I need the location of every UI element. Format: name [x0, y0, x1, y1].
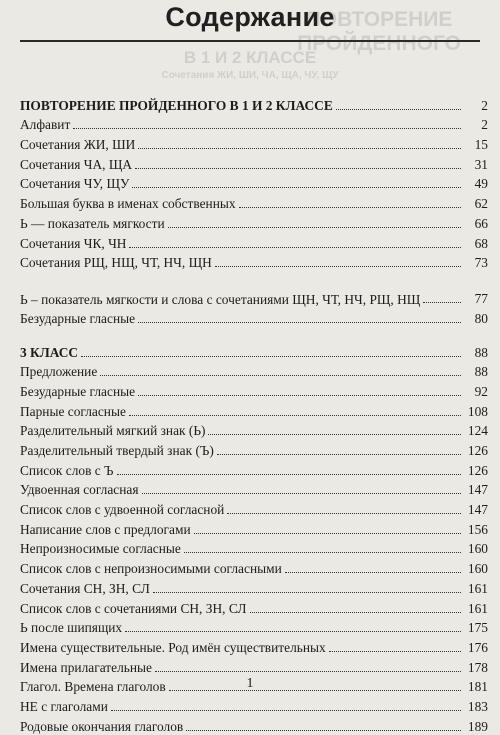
- dot-leader: [186, 730, 461, 731]
- dot-leader: [153, 592, 461, 593]
- toc-entry-page: 147: [467, 502, 488, 518]
- toc-entry-title: Ь после шипящих: [20, 620, 123, 636]
- toc-entry-page: 68: [474, 235, 488, 251]
- dot-leader: [336, 109, 461, 110]
- dot-leader: [155, 671, 461, 672]
- toc-entry-title: Большая буква в именах собственных: [20, 196, 236, 212]
- toc-entry[interactable]: [20, 153, 488, 173]
- dot-leader: [239, 207, 461, 208]
- toc-entry[interactable]: [20, 577, 488, 597]
- toc-entry[interactable]: [20, 133, 488, 153]
- toc-entry-page: 124: [467, 423, 488, 439]
- dot-leader: [142, 493, 461, 494]
- toc-entry-title: Непроизносимые согласные: [20, 541, 181, 557]
- toc-entry[interactable]: [20, 617, 488, 637]
- toc-entry[interactable]: [20, 479, 488, 499]
- dot-leader: [125, 631, 461, 632]
- toc-entry-page: 161: [467, 600, 488, 616]
- toc-entry[interactable]: [20, 498, 488, 518]
- toc-entry-title: Алфавит: [20, 117, 71, 133]
- toc-entry[interactable]: [20, 538, 488, 558]
- toc-entry-page: 189: [467, 718, 488, 734]
- toc-entry-title: Разделительный твердый знак (Ъ): [20, 443, 214, 458]
- toc-section-heading[interactable]: [20, 94, 488, 114]
- toc-entry-title: НЕ с глаголами: [20, 698, 108, 714]
- toc-entry-title: Сочетания СН, ЗН, СЛ: [20, 580, 150, 596]
- dot-leader: [135, 168, 461, 169]
- toc-entry-title: Парные согласные: [20, 403, 126, 419]
- toc-entry-title: Сочетания ЧА, ЩА: [20, 156, 133, 172]
- page-title: Содержание: [165, 2, 335, 32]
- dot-leader: [117, 474, 462, 475]
- title-divider: [20, 40, 480, 42]
- toc-entry[interactable]: [20, 597, 488, 617]
- page-number: 1: [246, 676, 254, 691]
- dot-leader: [168, 227, 461, 228]
- toc-entry-page: 181: [467, 679, 488, 695]
- toc-entry-title: Список слов с удвоенной согласной: [20, 502, 225, 518]
- dot-leader: [227, 513, 461, 514]
- toc-entry-title: Имена существительные. Род имён существительных: [20, 639, 326, 655]
- table-of-contents: [20, 94, 488, 735]
- toc-entry-title: Список слов с Ъ: [20, 462, 114, 478]
- toc-entry-title: Список слов с непроизносимыми согласными: [20, 561, 282, 577]
- dot-leader: [215, 266, 461, 267]
- toc-entry-title: 3 КЛАСС: [20, 344, 79, 360]
- dot-leader: [423, 302, 461, 303]
- toc-entry[interactable]: [20, 307, 488, 327]
- toc-entry-title: Ь — показатель мягкости: [20, 215, 165, 231]
- toc-entry[interactable]: [20, 212, 488, 232]
- toc-entry-title: Написание слов с предлогами: [20, 521, 191, 537]
- toc-entry-title: Родовые окончания глаголов: [20, 718, 184, 734]
- toc-entry-page: 80: [474, 310, 488, 326]
- dot-leader: [184, 552, 461, 553]
- toc-entry[interactable]: [20, 518, 488, 538]
- toc-entry-title: Ь – показатель мягкости и слова с сочетаниями ЩН, ЧТ, НЧ, РЩ, НЩ: [20, 292, 421, 308]
- toc-entry-page: 161: [467, 580, 488, 596]
- toc-entry-page: 156: [467, 521, 488, 537]
- toc-entry-title: Сочетания ЖИ, ШИ: [20, 137, 136, 153]
- toc-entry-title: Безударные гласные: [20, 310, 136, 326]
- toc-entry[interactable]: [20, 420, 488, 440]
- bleed-through-text: В 1 И 2 КЛАССЕ: [183, 48, 317, 67]
- toc-entry-title: Разделительный мягкий знак (Ь): [20, 423, 206, 439]
- dot-leader: [208, 434, 461, 435]
- toc-entry[interactable]: [20, 232, 488, 252]
- section-spacer: [20, 327, 488, 341]
- toc-entry[interactable]: [20, 252, 488, 272]
- toc-entry[interactable]: [20, 361, 488, 381]
- dot-leader: [100, 375, 461, 376]
- toc-entry-page: 88: [474, 344, 488, 360]
- dot-leader: [217, 454, 461, 455]
- toc-entry-title: Предложение: [20, 364, 98, 380]
- toc-entry[interactable]: [20, 114, 488, 134]
- toc-entry-page: 62: [474, 196, 488, 212]
- toc-entry-title: Глагол. Времена глаголов: [20, 679, 166, 695]
- toc-entry-page: 126: [467, 462, 488, 478]
- toc-entry-page: 176: [467, 639, 488, 655]
- toc-entry-title: Безударные гласные: [20, 383, 136, 399]
- toc-entry[interactable]: [20, 439, 488, 459]
- toc-entry-page: 77: [474, 291, 488, 307]
- dot-leader: [329, 651, 461, 652]
- dot-leader: [194, 533, 461, 534]
- toc-entry-page: 108: [467, 403, 488, 419]
- dot-leader: [111, 710, 461, 711]
- toc-entry-page: 88: [474, 364, 488, 380]
- toc-entry-page: 175: [467, 620, 488, 636]
- toc-entry-page: 147: [467, 482, 488, 498]
- toc-entry[interactable]: [20, 173, 488, 193]
- toc-entry-page: 49: [474, 176, 488, 192]
- toc-entry[interactable]: [20, 271, 488, 307]
- toc-entry[interactable]: [20, 695, 488, 715]
- toc-entry-title: Сочетания РЩ, НЩ, ЧТ, НЧ, ЩН: [20, 255, 212, 271]
- toc-entry[interactable]: [20, 380, 488, 400]
- toc-entry-title: Удвоенная согласная: [20, 482, 139, 498]
- toc-entry-page: 126: [467, 443, 488, 458]
- dot-leader: [138, 322, 461, 323]
- toc-entry[interactable]: [20, 557, 488, 577]
- toc-entry-page: 92: [474, 383, 488, 399]
- toc-entry-page: 183: [467, 698, 488, 714]
- toc-entry-page: 15: [474, 137, 488, 153]
- bleed-through-text: Сочетания ЖИ, ШИ, ЧА, ЩА, ЧУ, ЩУ: [161, 70, 339, 81]
- dot-leader: [285, 572, 461, 573]
- toc-entry-page: 73: [474, 255, 488, 271]
- toc-entry-page: 31: [474, 156, 488, 172]
- toc-entry-page: 2: [481, 117, 488, 133]
- toc-entry[interactable]: [20, 459, 488, 479]
- dot-leader: [138, 395, 461, 396]
- toc-entry-page: 66: [474, 215, 488, 231]
- toc-entry[interactable]: [20, 400, 488, 420]
- toc-entry[interactable]: [20, 715, 488, 735]
- toc-entry-title: Список слов с сочетаниями СН, ЗН, СЛ: [20, 600, 247, 616]
- toc-entry-title: Сочетания ЧК, ЧН: [20, 235, 127, 251]
- toc-entry-page: 160: [467, 561, 488, 577]
- dot-leader: [132, 187, 461, 188]
- toc-entry-title: Сочетания ЧУ, ЩУ: [20, 176, 130, 192]
- toc-entry-page: 178: [467, 659, 488, 675]
- toc-entry-title: Имена прилагательные: [20, 659, 152, 675]
- toc-entry-page: 160: [467, 541, 488, 557]
- toc-entry-title: ПОВТОРЕНИЕ ПРОЙДЕННОГО В 1 И 2 КЛАССЕ: [20, 97, 333, 113]
- dot-leader: [129, 415, 461, 416]
- toc-section-entries: [20, 114, 488, 327]
- dot-leader: [138, 148, 461, 149]
- toc-entry[interactable]: [20, 192, 488, 212]
- bleed-through-text: ПОВТОРЕНИЕ ПРОЙДЕННОГО: [297, 8, 461, 55]
- toc-entry[interactable]: [20, 636, 488, 656]
- toc-entry-page: 2: [481, 97, 488, 113]
- dot-leader: [81, 356, 461, 357]
- dot-leader: [73, 128, 461, 129]
- toc-entry[interactable]: [20, 656, 488, 676]
- dot-leader: [250, 612, 462, 613]
- dot-leader: [129, 247, 461, 248]
- toc-section-heading[interactable]: [20, 341, 488, 361]
